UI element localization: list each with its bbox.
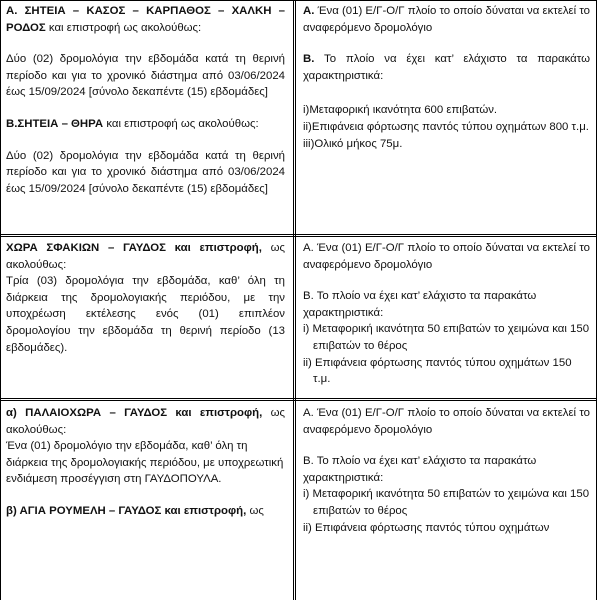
spec-item: ii) Επιφάνεια φόρτωσης παντός τύπου οχημάτων 150 τ.μ. (303, 356, 572, 386)
spec-item: ii)Επιφάνεια φόρτωσης παντός τύπου οχημάτων 800 τ.μ. (303, 120, 589, 133)
vessel-a-text (303, 3, 590, 36)
vessel-a-desc: Ένα (01) Ε/Γ-Ο/Γ πλοίο το οποίο δύναται να εκτελεί το αναφερόμενο δρομολόγιο (303, 5, 590, 34)
vessel-a-text: Α. Ένα (01) Ε/Γ-Ο/Γ πλοίο το οποίο δύναται να εκτελεί το αναφερόμενο δρομολόγιο (303, 407, 590, 436)
route-b-heading (6, 116, 285, 133)
row-divider (0, 236, 597, 237)
route-title: ΧΩΡΑ ΣΦΑΚΙΩΝ – ΓΑΥΔΟΣ και επιστροφή, (6, 242, 262, 254)
vessel-b-text: Β. Το πλοίο να έχει κατ’ ελάχιστο τα παρακάτω χαρακτηριστικά: (303, 290, 537, 319)
table-border-right (596, 0, 597, 600)
route-b-suffix: και επιστροφή ως ακολούθως: (106, 117, 259, 130)
row3-route-cell (6, 405, 285, 520)
route-b-heading (6, 503, 285, 520)
route-heading (6, 240, 285, 273)
column-divider (293, 0, 294, 600)
row-divider (0, 400, 597, 401)
vessel-b-text (303, 51, 590, 84)
route-b-title: Β.ΣΗΤΕΙΑ – ΘΗΡΑ (6, 117, 104, 130)
route-a-title: Α. ΣΗΤΕΙΑ – ΚΑΣΟΣ – ΚΑΡΠΑΘΟΣ – ΧΑΛΚΗ – ΡΟΔΟΣ (6, 5, 285, 34)
table-border-top (0, 0, 597, 1)
row2-vessel-cell (303, 240, 590, 388)
row3-vessel-cell (303, 405, 590, 536)
route-schedule: Τρία (03) δρομολόγια την εβδομάδα, καθ’ όλη τη διάρκεια της δρομολογιακής περιόδου, με την υποχρέωση εκτέλεσης ενός (01) επιπλέον δρομολογίου την εβδομάδα τη θερινή περίοδο (13 εβδομάδες). (6, 275, 285, 354)
row-divider (0, 234, 597, 235)
vessel-b-prefix: Β. (303, 53, 315, 66)
spec-item: ii) Επιφάνεια φόρτωσης παντός τύπου οχημάτων (303, 521, 550, 534)
route-a-suffix: και επιστροφή ως ακολούθως: (48, 21, 202, 34)
spec-item: i) Μεταφορική ικανότητα 50 επιβατών το χειμώνα και 150 επιβατών το θέρος (303, 323, 590, 352)
route-a-title: α) ΠΑΛΑΙΟΧΩΡΑ – ΓΑΥΔΟΣ και επιστροφή, (6, 407, 263, 419)
spec-item: i) Μεταφορική ικανότητα 50 επιβατών το χειμώνα και 150 επιβατών το θέρος (303, 488, 590, 517)
column-divider (295, 0, 296, 600)
route-a-heading (6, 405, 285, 438)
row1-vessel-cell (303, 3, 590, 152)
spec-item: iii)Ολικό μήκος 75μ. (303, 137, 403, 150)
route-suffix: ως ακολούθως: (6, 242, 285, 271)
vessel-b-text: Β. Το πλοίο να έχει κατ’ ελάχιστο τα παρακάτω χαρακτηριστικά: (303, 455, 537, 484)
vessel-a-text: Α. Ένα (01) Ε/Γ-Ο/Γ πλοίο το οποίο δύναται να εκτελεί το αναφερόμενο δρομολόγιο (303, 242, 590, 271)
route-a-suffix: ως ακολούθως: (6, 407, 285, 436)
spec-item: i)Μεταφορική ικανότητα 600 επιβατών. (303, 104, 498, 117)
route-a-schedule: Ένα (01) δρομολόγιο την εβδομάδα, καθ’ όλη τη διάρκεια της δρομολογιακής περιόδου, με υποχρεωτική ενδιάμεση προσέγγιση στη ΓΑΥΔΟΠΟΥΛΑ. (6, 440, 284, 486)
vessel-b-desc: Το πλοίο να έχει κατ’ ελάχιστο τα παρακάτω χαρακτηριστικά: (303, 53, 590, 82)
table-border-left (0, 0, 1, 600)
row-divider (0, 398, 597, 399)
row1-route-cell (6, 3, 285, 197)
route-b-schedule: Δύο (02) δρομολόγια την εβδομάδα κατά τη θερινή περίοδο και για το χρονικό διάστημα από 03/06/2024 έως 15/09/2024 [σύνολο δεκαπέντε (15) εβδομάδες] (6, 149, 285, 195)
route-b-title: β) ΑΓΙΑ ΡΟΥΜΕΛΗ – ΓΑΥΔΟΣ και επιστροφή, (6, 504, 247, 517)
route-a-schedule: Δύο (02) δρομολόγια την εβδομάδα κατά τη θερινή περίοδο και για το χρονικό διάστημα από 03/06/2024 έως 15/09/2024 [σύνολο δεκαπέντε (15) εβδομάδες] (6, 53, 285, 99)
row2-route-cell (6, 240, 285, 356)
route-a-heading (6, 3, 285, 36)
vessel-a-prefix: Α. (303, 5, 315, 17)
route-b-suffix: ως (249, 504, 264, 517)
